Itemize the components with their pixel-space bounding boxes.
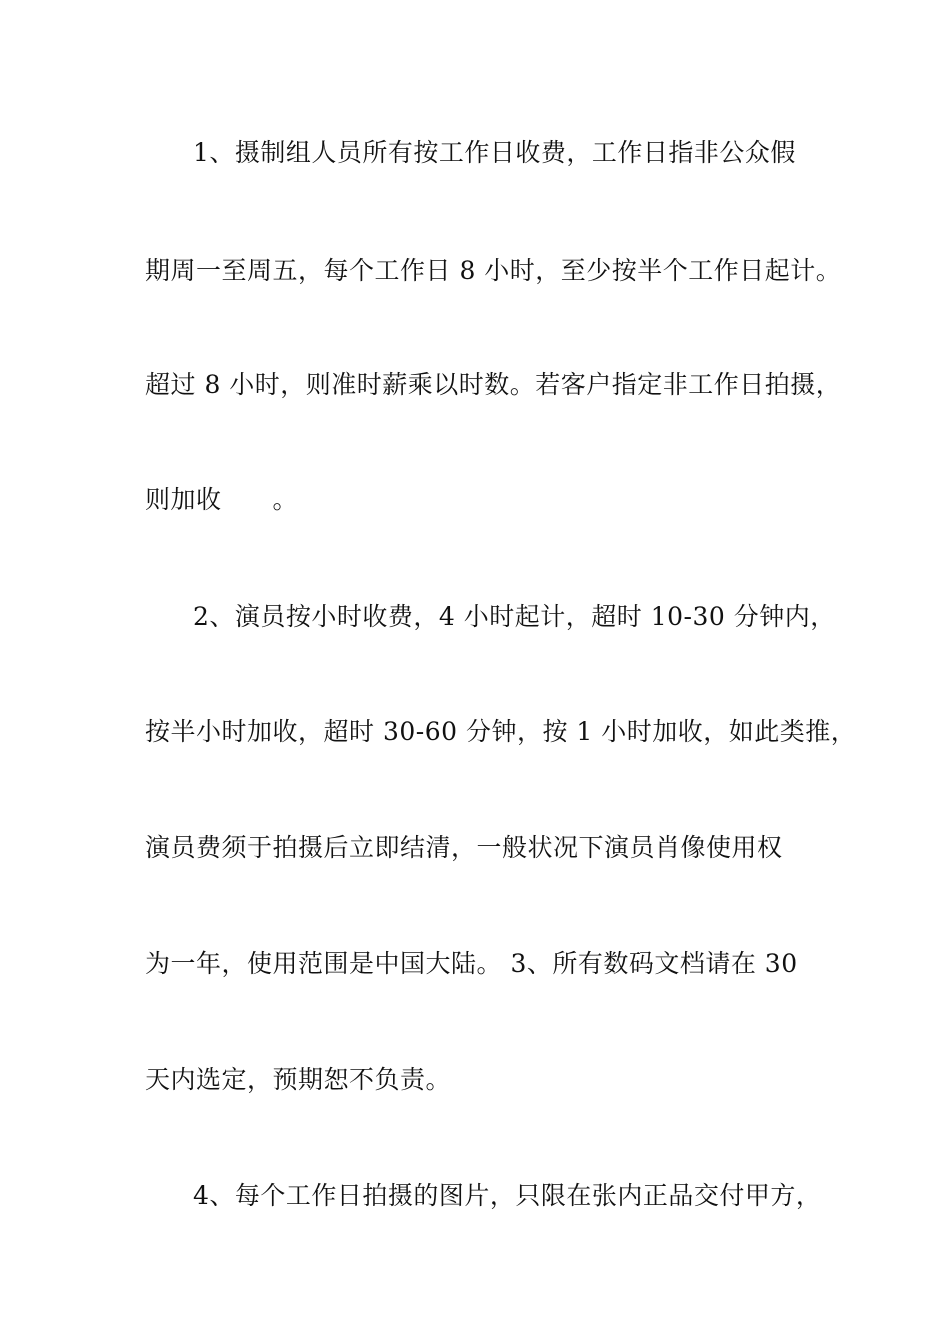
paragraph-2-line-1: 2、演员按小时收费，4 小时起计，超时 10-30 分钟内， bbox=[193, 602, 836, 631]
paragraph-4-line-1: 4、每个工作日拍摄的图片，只限在张内正品交付甲方， bbox=[193, 1181, 822, 1210]
paragraph-1-line-1: 1、摄制组人员所有按工作日收费，工作日指非公众假 bbox=[193, 138, 796, 167]
paragraph-1-line-2: 期周一至周五，每个工作日 8 小时，至少按半个工作日起计。 bbox=[145, 256, 842, 285]
paragraph-2-line-4: 为一年，使用范围是中国大陆。 3、所有数码文档请在 30 bbox=[145, 949, 798, 978]
paragraph-1-line-3: 超过 8 小时，则准时薪乘以时数。若客户指定非工作日拍摄， bbox=[145, 370, 842, 399]
paragraph-2-line-3: 演员费须于拍摄后立即结清，一般状况下演员肖像使用权 bbox=[145, 833, 783, 862]
paragraph-1-line-4: 则加收 。 bbox=[145, 485, 299, 514]
paragraph-3-line-2: 天内选定，预期恕不负责。 bbox=[145, 1065, 452, 1094]
paragraph-2-line-2: 按半小时加收，超时 30-60 分钟，按 1 小时加收，如此类推， bbox=[145, 717, 857, 746]
